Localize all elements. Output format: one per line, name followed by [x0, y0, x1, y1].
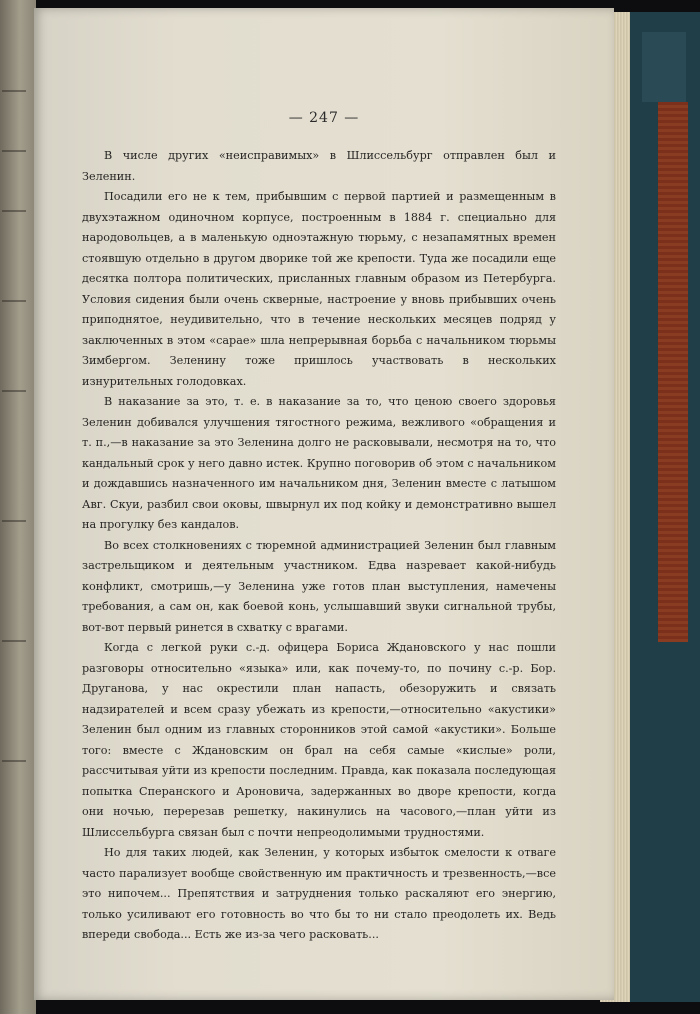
- bleed-through-line: [2, 760, 26, 762]
- bleed-through-line: [2, 90, 26, 92]
- paragraph: В числе других «неисправимых» в Шлиссельбург отправлен был и Зеленин.: [82, 149, 556, 183]
- book-right-edge: [600, 12, 700, 1002]
- page-number: — 247 —: [288, 110, 360, 126]
- leather-spine-strip: [658, 102, 688, 642]
- paragraph: Когда с легкой руки с.-д. офицера Бориса Ждановского у нас пошли разговоры относительно «языка» или, как почему-то, по почину с.-р. Бор. Друганова, у нас окрестили план напасть, обезоружить и связать надзирателей и всем сразу убежать из крепости,—относительно «акустики» Зеленин был одним из главных сторонников этой самой «акустики». Больше того: вместе с Ждановским он брал на себя самые «кислые» роли, рассчитывая уйти из крепости последним. Правда, как показала последующая попытка Сперанского и Ароновича, задержанных во дворе крепости, когда они ночью, перерезав решетку, накинулись на часового,—план уйти из Шлиссельбурга связан был с почти непреодолимыми трудностями.: [82, 641, 556, 839]
- bleed-through-line: [2, 210, 26, 212]
- bleed-through-line: [2, 150, 26, 152]
- left-page-edge: [0, 0, 36, 1014]
- paragraph: Посадили его не к тем, прибывшим с первой партией и размещенным в двухэтажном одиночном корпусе, построенным в 1884 г. специально для народовольцев, а в маленькую одноэтажную тюрьму, с незапамятных времен стоявшую отдельно в другом дворике той же крепости. Туда же посадили еще десятка полтора политических, присланных главным образом из Петербурга. Условия сидения были очень скверные, настроение у вновь прибывших очень приподнятое, неудивительно, что в течение нескольких месяцев подряд у заключенных в этом «сарае» шла непрерывная борьба с начальником тюрьмы Зимбергом. Зеленину тоже пришлось участвовать в нескольких изнурительных голодовках.: [82, 190, 556, 388]
- paragraph: В наказание за это, т. е. в наказание за то, что ценою своего здоровья Зеленин добивался улучшения тягостного режима, вежливого «обращения и т. п.,—в наказание за это Зеленина долго не расковывали, несмотря на то, что кандальный срок у него давно истек. Крупно поговорив об этом с начальником и дождавшись назначенного им начальником дня, Зеленин вместе с латышом Авг. Скуи, разбил свои оковы, швырнул их под койку и демонстративно вышел на прогулку без кандалов.: [82, 395, 556, 531]
- paragraph: Но для таких людей, как Зеленин, у которых избыток смелости к отвагe часто парализует вообще свойственную им практичность и трезвенность,—все это нипочем... Препятствия и затруднения только раскаляют его энергию, только усиливают его готовность во что бы то ни стало преодолеть их. Ведь впереди свобода... Есть же из-за чего расковать...: [82, 846, 556, 941]
- bleed-through-line: [2, 300, 26, 302]
- cover-corner: [642, 32, 686, 102]
- bleed-through-line: [2, 640, 26, 642]
- book-cover: [630, 12, 700, 1002]
- bleed-through-line: [2, 390, 26, 392]
- paragraph: Во всех столкновениях с тюремной администрацией Зеленин был главным застрельщиком и деятельным участником. Едва назревает какой-нибудь конфликт, смотришь,—у Зеленина уже готов план выступления, намечены требования, а сам он, как боевой конь, услышавший звуки сигнальной трубы, вот-вот первый ринется в схватку с врагами.: [82, 538, 556, 634]
- page-body: [82, 146, 556, 946]
- book-page: [34, 8, 614, 1000]
- bleed-through-line: [2, 520, 26, 522]
